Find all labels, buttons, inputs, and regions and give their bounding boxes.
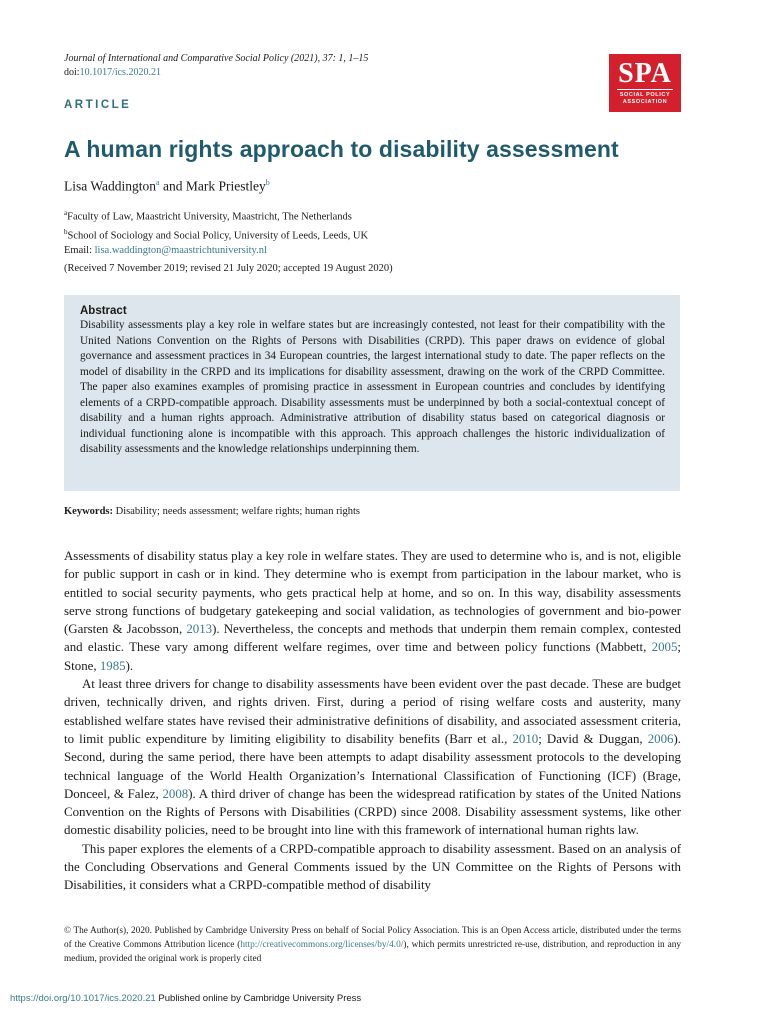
author-name: Mark Priestley: [185, 178, 266, 194]
citation-link[interactable]: 2008: [162, 786, 189, 801]
text-run: ). A third driver of change has been the widespread ratification by states of the United Nations Convention on the Rights of Persons with Disabilities (CRPD) since 2008. Disability assessment systems, like other domestic disability policies, need to be brought into line with this framework of international human rights law.: [64, 786, 681, 838]
citation-link[interactable]: 1985: [99, 658, 126, 673]
abstract-box: [64, 295, 680, 491]
journal-citation: Journal of International and Comparative Social Policy (2021), 37: 1, 1–15: [64, 53, 369, 64]
page-footer: [10, 993, 361, 1004]
author-name: Lisa Waddington: [64, 178, 157, 194]
body-text: [64, 547, 681, 895]
paragraph: [64, 547, 681, 675]
spa-logo: [609, 54, 681, 112]
citation-link[interactable]: 2006: [647, 731, 674, 746]
keywords: [64, 506, 360, 517]
affiliation-text: School of Sociology and Social Policy, University of Leeds, Leeds, UK: [67, 230, 369, 241]
text-run: ). Second, during the same period, there have been attempts to adapt disability assessment protocols to the developing technical language of the World Health Organization’s International Classification of Functioning (ICF) (Brage, Donceel, & Falez,: [64, 731, 681, 801]
affiliation-b: [64, 225, 368, 244]
article-title: A human rights approach to disability assessment: [64, 136, 619, 162]
abstract-heading: Abstract: [80, 305, 127, 317]
email-line: [64, 243, 368, 258]
affiliation-a: [64, 206, 368, 225]
affiliations: [64, 206, 368, 258]
affiliation-sup: a: [64, 209, 68, 217]
text-run: ), which permits unrestricted re-use, distribution, and reproduction in any medium, provided the original work is properly cited: [64, 940, 681, 964]
affiliation-text: Faculty of Law, Maastricht University, Maastricht, The Netherlands: [67, 211, 352, 223]
author-list: [64, 178, 270, 195]
citation-link[interactable]: 2013: [186, 622, 213, 637]
abstract-text: Disability assessments play a key role in welfare states but are increasingly contested, not least for their compatibility with the United Nations Convention on the Rights of Persons with Disabilities (CRPD). This paper draws on evidence of global governance and assessment practices in 34 European countries, the largest international study to date. The paper reflects on the model of disability in the CRPD and its implications for disability assessment, drawing on the work of the CRPD Committee. The paper also examines examples of promising practice in assessment in European countries and concludes by identifying elements of a CRPD-compatible approach. Disability assessments must be underpinned by both a social-contextual concept of disability and a human rights approach. Administrative attribution of disability status based on categorical diagnosis or individual functioning alone is incompatible with this approach. This approach challenges the historic individualization of disability assessments and the knowledge relationships underpinning them.: [80, 319, 665, 455]
copyright-notice: [64, 924, 681, 966]
text-run: ; Stone,: [64, 640, 681, 673]
logo-main-text: SPA: [618, 58, 672, 89]
text-run: ; David & Duggan,: [538, 731, 648, 746]
text-run: © The Author(s), 2020. Published by Cambridge University Press on behalf of Social Policy Association. This is an Open Access article, distributed under the terms of the Creative Commons Attribution licence (: [64, 926, 681, 950]
received-dates: (Received 7 November 2019; revised 21 July 2020; accepted 19 August 2020): [64, 263, 393, 274]
logo-line1: SOCIAL POLICY: [619, 92, 671, 98]
email-link[interactable]: lisa.waddington@maastrichtuniversity.nl: [94, 245, 267, 256]
article-type-label: ARTICLE: [64, 99, 132, 111]
text-run: ).: [125, 658, 134, 673]
text-run: Assessments of disability status play a key role in welfare states. They are used to determine who is, and is not, eligible for public support in cash or in kind. They determine who is exempt from participation in the labour market, who is entitled to social security payments, who gets practical help at home, and so on. In this way, disability assessments serve strong functions of budgetary gatekeeping and social validation, as technologies of government and bio-power (Garsten & Jacobsson,: [64, 549, 681, 637]
affiliation-marker[interactable]: b: [265, 178, 270, 187]
footer-doi-link[interactable]: https://doi.org/10.1017/ics.2020.21: [10, 993, 156, 1004]
affiliation-marker[interactable]: a: [156, 178, 160, 187]
footer-published-text: Published online by Cambridge University Press: [155, 993, 362, 1004]
doi-link[interactable]: 10.1017/ics.2020.21: [79, 67, 161, 78]
journal-header: [64, 52, 368, 80]
doi-prefix: doi:: [64, 67, 80, 78]
keywords-label: Keywords:: [64, 506, 113, 517]
affiliation-sup: b: [64, 227, 68, 236]
citation-link[interactable]: 2005: [651, 640, 678, 655]
paragraph: This paper explores the elements of a CRPD-compatible approach to disability assessment. Based on an analysis of the Concluding Observations and General Comments issued by the UN Committee on the Rights of Persons with Disabilities, it considers what a CRPD-compatible method of disability: [64, 841, 681, 893]
text-run: ). Nevertheless, the concepts and methods that underpin them remain complex, contested and elastic. These vary among different welfare regimes, over time and between policy functions (Mabbett,: [64, 622, 681, 655]
keywords-text: Disability; needs assessment; welfare rights; human rights: [113, 506, 360, 517]
doi-line: [64, 66, 368, 80]
citation-link[interactable]: 2010: [512, 731, 539, 746]
license-link[interactable]: http://creativecommons.org/licenses/by/4.0/: [240, 940, 404, 950]
author-joiner: and: [159, 178, 186, 194]
paragraph: [64, 675, 681, 840]
email-label: Email:: [64, 245, 95, 256]
text-run: At least three drivers for change to disability assessments have been evident over the past decade. These are budget driven, technically driven, and rights driven. First, during a period of rising welfare costs and austerity, many established welfare states have revised their administrative definitions of disability, and associated assessment criteria, to limit public expenditure by limiting eligibility to disability benefits (Barr et al.,: [64, 677, 681, 746]
logo-line2: ASSOCIATION: [622, 99, 668, 105]
logo-divider: [617, 89, 673, 90]
